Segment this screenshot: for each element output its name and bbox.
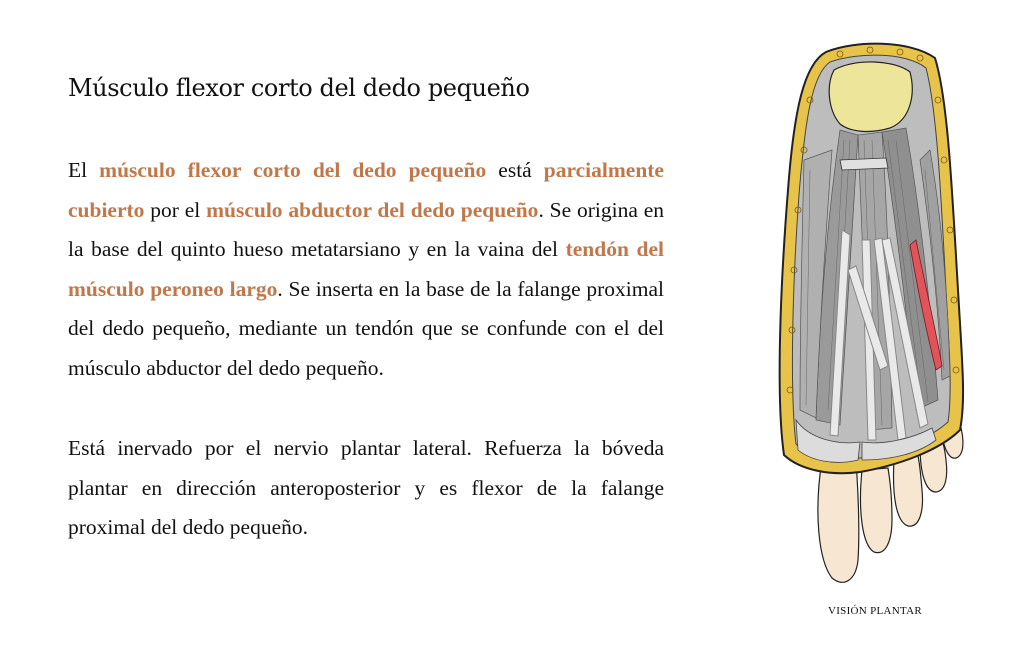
- term-abductor: músculo abductor del dedo pequeño: [206, 197, 539, 222]
- function-paragraph: Está inervado por el nervio plantar lateral. Refuerza la bóveda plantar en dirección anteroposterior y es flexor de la falange proximal del dedo pequeño.: [68, 436, 664, 539]
- text-run: . Se inserta en la base de la falange proximal del dedo pequeño, mediante un tendón que se confunde con el del músculo abductor del dedo pequeño.: [68, 276, 664, 380]
- term-flexor-corto: músculo flexor corto del dedo pequeño: [99, 158, 487, 182]
- text-run: está: [486, 158, 544, 182]
- page-title: Músculo flexor corto del dedo pequeño: [68, 74, 530, 102]
- text-run: El: [68, 158, 100, 182]
- foot-plantar-illustration: [770, 40, 975, 585]
- calcaneus: [829, 62, 912, 132]
- text-column: [68, 70, 664, 548]
- term-tendon-peroneo: tendón del músculo peroneo largo: [68, 237, 664, 301]
- term-parcialmente-cubierto: parcialmente cubierto: [68, 158, 664, 222]
- figure-caption: VISIÓN PLANTAR: [827, 605, 923, 617]
- text-run: por el: [144, 197, 207, 222]
- text-run: . Se origina en la base del quinto hueso metatarsiano y en la vaina del: [68, 197, 664, 261]
- description-paragraph: [68, 151, 664, 388]
- band: [840, 158, 888, 170]
